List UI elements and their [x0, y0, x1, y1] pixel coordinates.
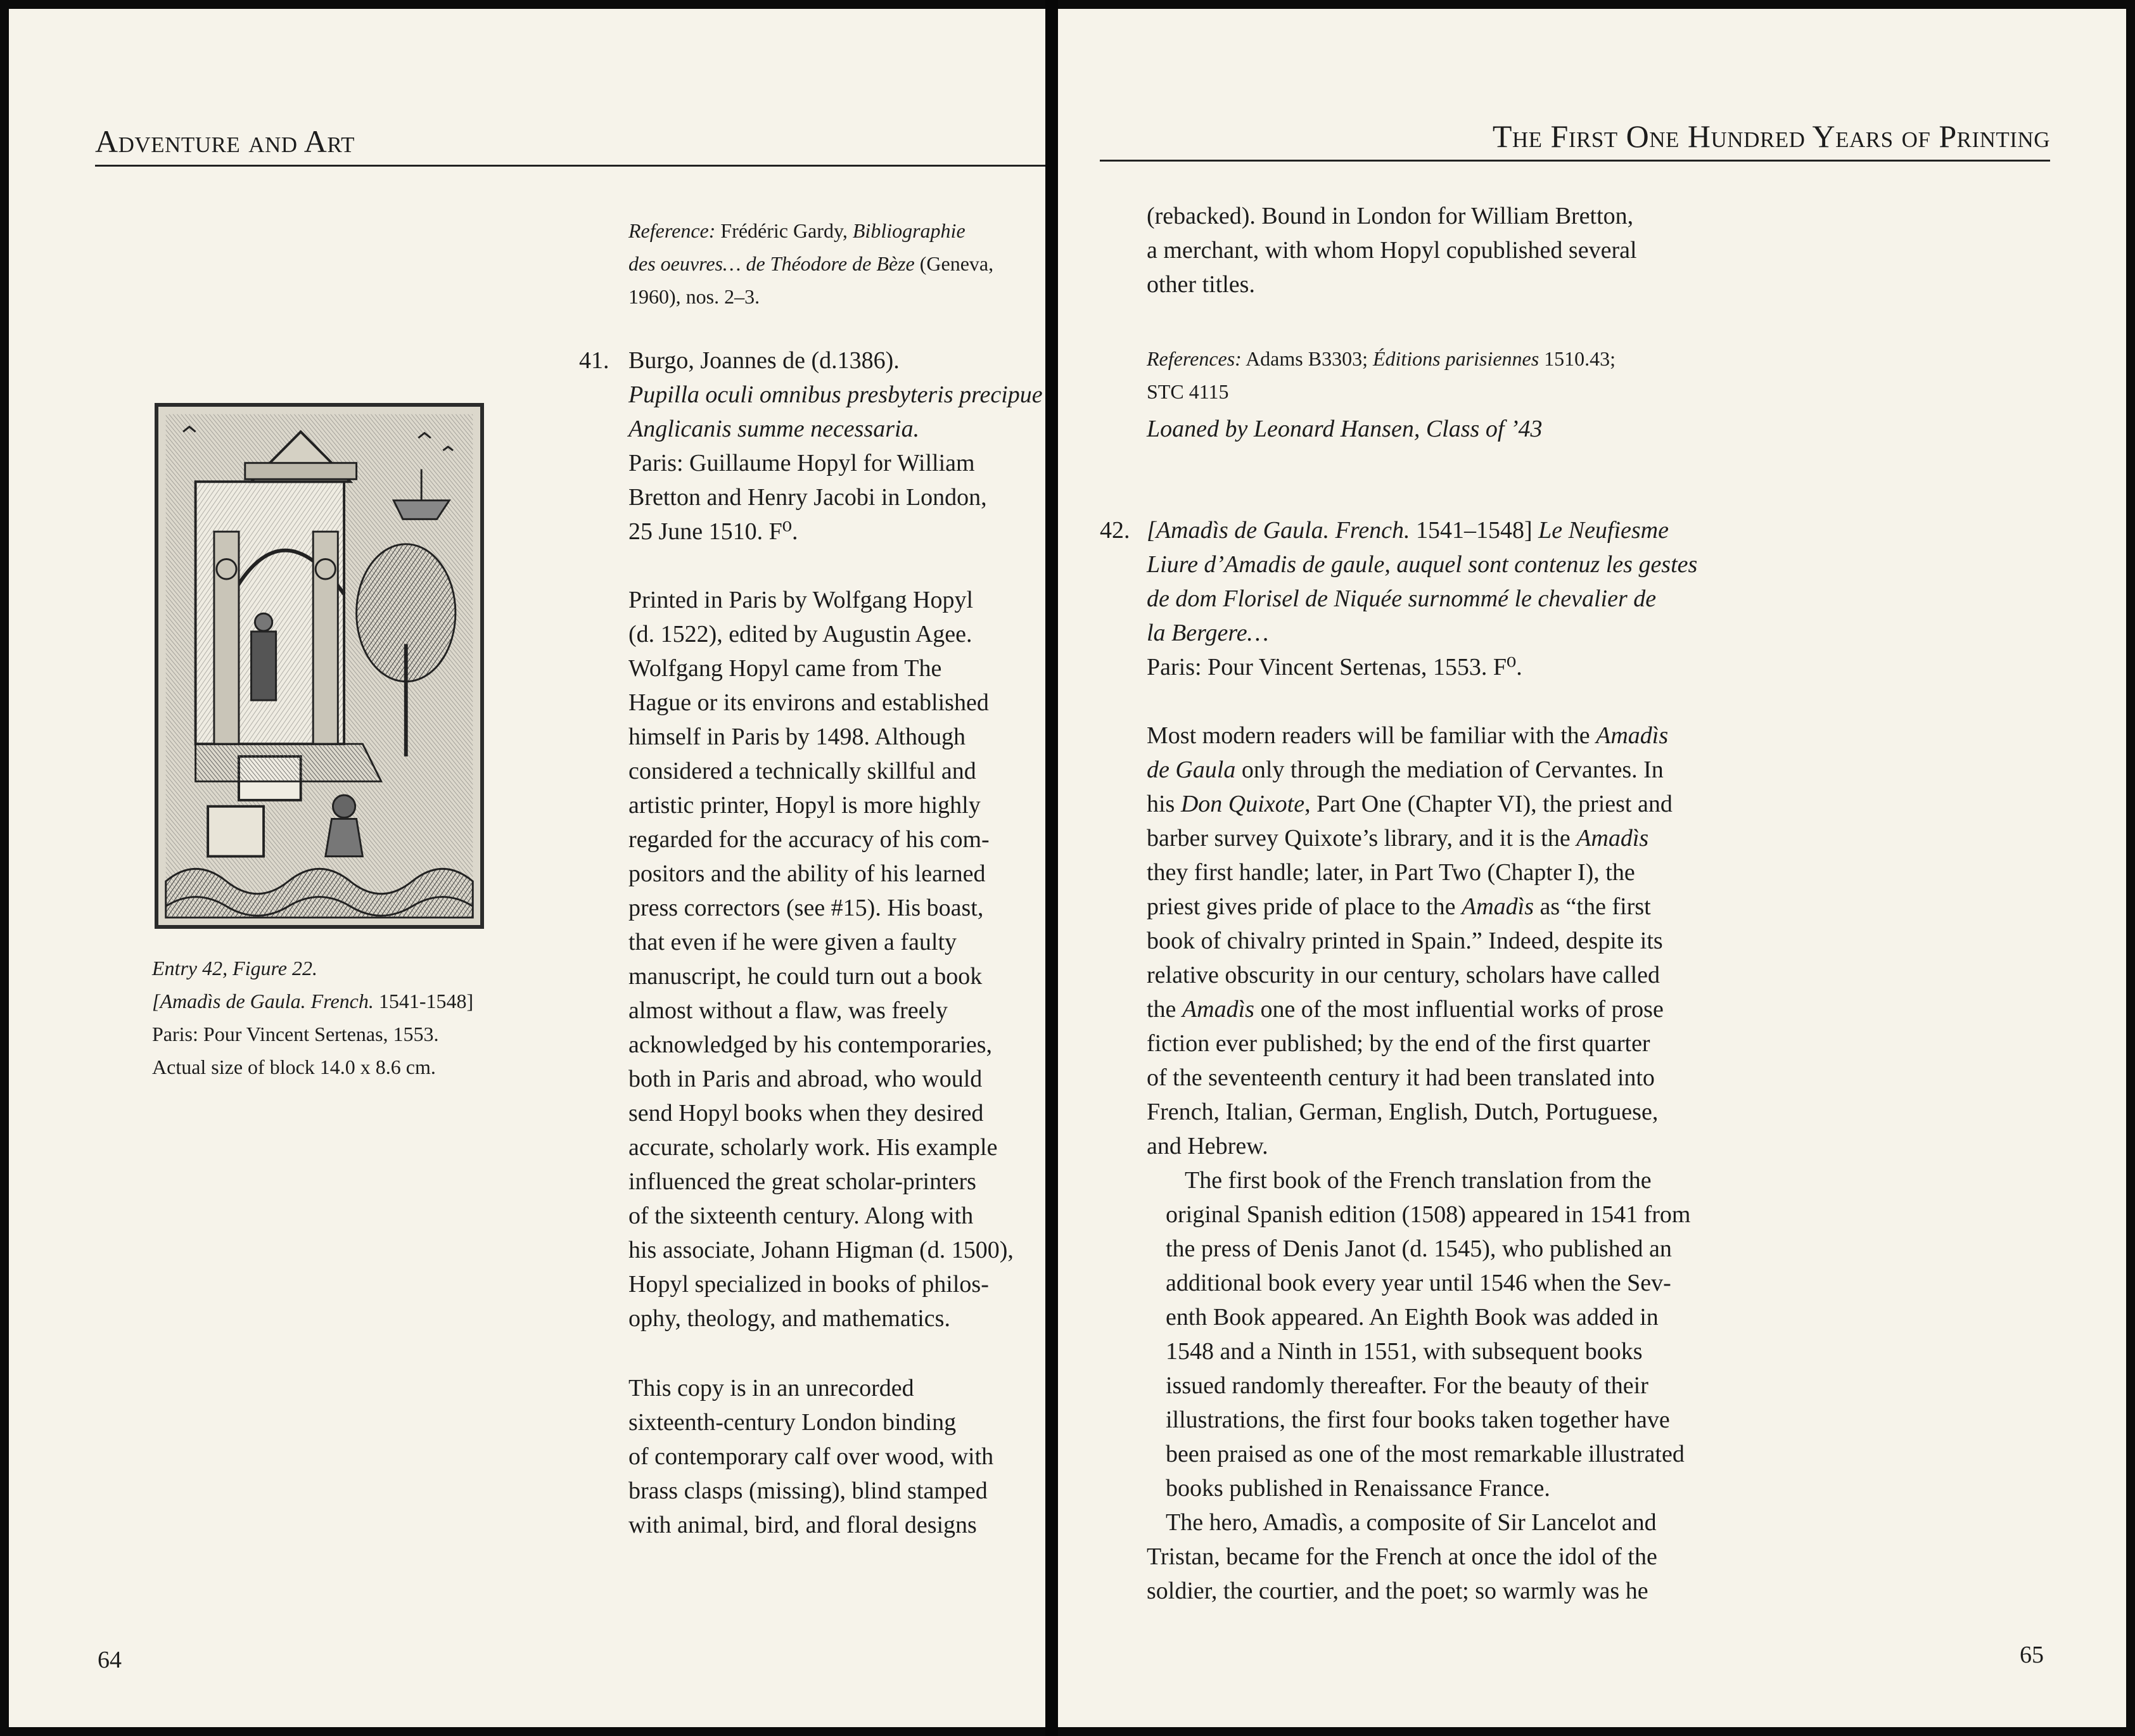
entry-41-continuation: [1147, 199, 2034, 302]
entry-title-line: [1147, 513, 2034, 547]
references-text: Adams B3303;: [1241, 347, 1373, 370]
loan-credit: Loaned by Leonard Hansen, Class of ’43: [1147, 416, 1543, 442]
references-label: References:: [1147, 347, 1242, 370]
text-italic: Amadìs: [1576, 825, 1649, 852]
body-line: press correctors (see #15). His boast,: [628, 895, 984, 921]
body-line: Tristan, became for the French at once the idol of the: [1147, 1543, 1657, 1570]
body-line: artistic printer, Hopyl is more highly: [628, 792, 981, 819]
body-line: book of chivalry printed in Spain.” Indeed, despite its: [1147, 928, 1663, 954]
body-line: both in Paris and abroad, who would: [628, 1066, 983, 1092]
entry-title: Anglicanis summe necessaria.: [628, 416, 920, 442]
running-head-right: The First One Hundred Years of Printing: [1492, 118, 2050, 154]
entry-title: [Amadìs de Gaula. French.: [1147, 517, 1410, 544]
body-line: brass clasps (missing), blind stamped: [628, 1478, 988, 1504]
reference-label: Reference:: [628, 219, 716, 242]
body-line: sixteenth-century London binding: [628, 1409, 957, 1436]
body-line: and Hebrew.: [1147, 1133, 1268, 1159]
entry-imprint: Paris: Guillaume Hopyl for William: [628, 450, 975, 476]
body-line: of the sixteenth century. Along with: [628, 1203, 974, 1229]
body-line: ophy, theology, and mathematics.: [628, 1305, 950, 1332]
text: as “the first: [1534, 893, 1651, 920]
body-line: the press of Denis Janot (d. 1545), who published an: [1166, 1235, 1672, 1262]
folio-left: 64: [98, 1647, 122, 1673]
entry-author: Burgo, Joannes de (d.1386).: [628, 347, 900, 374]
entry-41-body-1: [628, 583, 1040, 1336]
entry-42-heading: [1147, 513, 2034, 684]
text: his: [1147, 791, 1181, 817]
text: only through the mediation of Cervantes. In: [1235, 756, 1664, 783]
body-line: [1147, 718, 2046, 753]
reference-title: Bibliographie: [852, 219, 966, 242]
caption-line: Paris: Pour Vincent Sertenas, 1553.: [152, 1023, 439, 1045]
body-line: French, Italian, German, English, Dutch, Portuguese,: [1147, 1099, 1659, 1125]
body-line: Wolfgang Hopyl came from The: [628, 655, 942, 682]
reference-tail: (Geneva,: [914, 252, 994, 275]
body-line: of the seventeenth century it had been translated into: [1147, 1064, 1655, 1091]
body-line: a merchant, with whom Hopyl copublished several: [1147, 237, 1637, 264]
entry-imprint: Paris: Pour Vincent Sertenas, 1553. F⁰.: [1147, 654, 1522, 680]
body-line: This copy is in an unrecorded: [628, 1375, 914, 1401]
body-line: The hero, Amadìs, a composite of Sir Lancelot and: [1166, 1509, 1657, 1536]
body-line: books published in Renaissance France.: [1166, 1475, 1550, 1502]
body-line: Printed in Paris by Wolfgang Hopyl: [628, 587, 974, 613]
text-italic: Amadìs: [1182, 996, 1254, 1023]
reference-block: [628, 214, 1040, 313]
text: barber survey Quixote’s library, and it is the: [1147, 825, 1577, 852]
text-italic: Don Quixote: [1180, 791, 1305, 817]
body-line: almost without a flaw, was freely: [628, 997, 948, 1024]
entry-42-paragraph-2: [1147, 1163, 2046, 1505]
caption-title: [Amadìs de Gaula. French.: [152, 990, 374, 1012]
caption-line: Actual size of block 14.0 x 8.6 cm.: [152, 1056, 436, 1078]
body-line: considered a technically skillful and: [628, 758, 976, 784]
body-line: additional book every year until 1546 when the Sev-: [1166, 1270, 1671, 1296]
body-line: fiction ever published; by the end of the first quarter: [1147, 1030, 1650, 1057]
text-italic: de Gaula: [1147, 756, 1236, 783]
entry-title: Liure d’Amadis de gaule, auquel sont contenuz les gestes: [1147, 551, 1698, 578]
body-line: (rebacked). Bound in London for William Bretton,: [1147, 203, 1634, 229]
caption-dates: 1541-1548]: [373, 990, 474, 1012]
references-title: Éditions parisiennes: [1372, 347, 1539, 370]
reference-line: STC 4115: [1147, 380, 1229, 403]
text: priest gives pride of place to the: [1147, 893, 1462, 920]
body-line: accurate, scholarly work. His example: [628, 1134, 998, 1161]
entry-imprint: Bretton and Henry Jacobi in London,: [628, 484, 987, 511]
body-line: [1147, 787, 2046, 821]
entry-number: 41.: [579, 347, 609, 374]
body-line: 1548 and a Ninth in 1551, with subsequent books: [1166, 1338, 1643, 1365]
body-line: positors and the ability of his learned: [628, 860, 986, 887]
woodcut-illustration: [155, 403, 484, 929]
references-block: [1147, 342, 2034, 408]
reference-line: [628, 214, 1040, 247]
reference-title: des oeuvres… de Théodore de Bèze: [628, 252, 915, 275]
text: the: [1147, 996, 1182, 1023]
entry-title: Pupilla oculi omnibus presbyteris precipue: [628, 381, 1043, 408]
right-page: [1058, 9, 2126, 1727]
body-line: [1147, 890, 2046, 924]
reference-line: [1147, 342, 2034, 375]
entry-41-heading: [628, 343, 1043, 549]
body-line: manuscript, he could turn out a book: [628, 963, 983, 990]
body-line: other titles.: [1147, 271, 1255, 298]
entry-42-paragraph-1: [1147, 718, 2046, 1163]
references-text: 1510.43;: [1539, 347, 1616, 370]
body-line: illustrations, the first four books taken together have: [1166, 1407, 1670, 1433]
body-line: original Spanish edition (1508) appeared in 1541 from: [1166, 1201, 1691, 1228]
caption-line: [152, 985, 558, 1018]
text: Most modern readers will be familiar with the: [1147, 722, 1596, 749]
reference-line: 1960), nos. 2–3.: [628, 285, 760, 308]
body-line: acknowledged by his contemporaries,: [628, 1031, 993, 1058]
body-line: issued randomly thereafter. For the beauty of their: [1166, 1372, 1648, 1399]
running-head-left: Adventure and Art: [95, 124, 355, 159]
body-line: Hague or its environs and established: [628, 689, 989, 716]
body-line: himself in Paris by 1498. Although: [628, 724, 966, 750]
body-line: send Hopyl books when they desired: [628, 1100, 984, 1126]
reference-line: [628, 247, 1040, 280]
body-line: that even if he were given a faulty: [628, 929, 957, 955]
entry-title: de dom Florisel de Niquée surnommé le chevalier de: [1147, 585, 1657, 612]
text-italic: Amadìs: [1596, 722, 1669, 749]
body-line: (d. 1522), edited by Augustin Agee.: [628, 621, 972, 648]
body-line: [1147, 992, 2046, 1026]
body-line: [1147, 821, 2046, 855]
entry-imprint: 25 June 1510. F⁰.: [628, 518, 798, 545]
body-line: regarded for the accuracy of his com-: [628, 826, 990, 853]
left-page: [9, 9, 1045, 1727]
body-line: enth Book appeared. An Eighth Book was added in: [1166, 1304, 1659, 1331]
header-rule-right: [1100, 160, 2050, 162]
body-line: been praised as one of the most remarkable illustrated: [1166, 1441, 1685, 1467]
entry-number: 42.: [1100, 517, 1130, 544]
header-rule-left: [95, 165, 1045, 167]
body-line: The first book of the French translation from the: [1185, 1167, 1652, 1194]
entry-42-paragraph-3: [1147, 1505, 2046, 1608]
body-line: with animal, bird, and floral designs: [628, 1512, 977, 1538]
body-line: relative obscurity in our century, scholars have called: [1147, 962, 1660, 988]
body-line: they first handle; later, in Part Two (Chapter I), the: [1147, 859, 1635, 886]
body-line: of contemporary calf over wood, with: [628, 1443, 994, 1470]
reference-name: Frédéric Gardy,: [715, 219, 853, 242]
entry-dates: 1541–1548]: [1410, 517, 1539, 544]
book-gutter: [1045, 0, 1058, 1736]
caption-line: Entry 42, Figure 22.: [152, 957, 317, 980]
entry-41-body-2: [628, 1371, 1040, 1542]
figure-caption: [152, 952, 558, 1083]
text-italic: Amadìs: [1462, 893, 1534, 920]
body-line: Hopyl specialized in books of philos-: [628, 1271, 989, 1298]
body-line: influenced the great scholar-printers: [628, 1168, 976, 1195]
entry-title: Le Neufiesme: [1538, 517, 1669, 544]
text: one of the most influential works of prose: [1254, 996, 1664, 1023]
body-line: soldier, the courtier, and the poet; so warmly was he: [1147, 1578, 1648, 1604]
folio-right: 65: [2020, 1642, 2044, 1668]
entry-title: la Bergere…: [1147, 620, 1269, 646]
text: , Part One (Chapter VI), the priest and: [1304, 791, 1673, 817]
body-line: his associate, Johann Higman (d. 1500),: [628, 1237, 1014, 1263]
body-line: [1147, 753, 2046, 787]
